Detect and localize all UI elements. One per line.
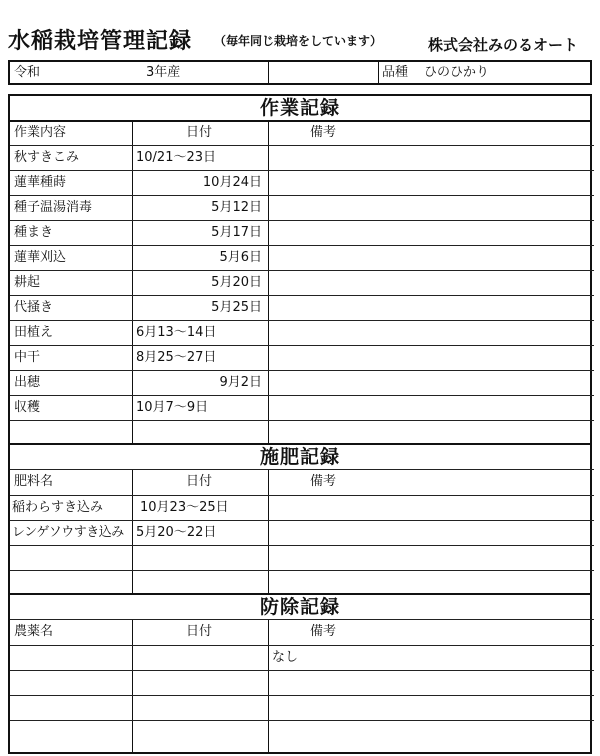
section-rule — [10, 120, 590, 122]
work-date: 5月17日 — [211, 225, 262, 240]
fertilizer-header-date: 日付 — [186, 474, 213, 489]
row-line — [10, 170, 594, 171]
fertilizer-name: レンゲソウすき込み — [12, 525, 124, 540]
pest-section-title: 防除記録 — [259, 596, 340, 618]
row-line — [10, 320, 594, 321]
column-divider — [268, 620, 269, 754]
fertilizer-section-title: 施肥記録 — [259, 446, 340, 468]
row-line — [10, 720, 594, 721]
work-section-title: 作業記録 — [259, 97, 340, 119]
info-divider — [378, 62, 379, 83]
document-subtitle: （毎年同じ栽培をしています） — [214, 34, 383, 48]
row-line — [10, 145, 594, 146]
row-line — [10, 245, 594, 246]
work-task: 中干 — [14, 350, 41, 365]
pest-header-name: 農薬名 — [14, 624, 54, 639]
work-date: 8月25～27日 — [136, 350, 217, 365]
work-date: 5月20日 — [211, 275, 262, 290]
work-task: 田植え — [14, 325, 54, 340]
work-date: 5月25日 — [211, 300, 262, 315]
fertilizer-date: 5月20～22日 — [136, 525, 217, 540]
row-line — [10, 270, 594, 271]
column-divider — [132, 470, 133, 594]
work-date: 10月7～9日 — [136, 400, 209, 415]
work-date: 10月24日 — [202, 175, 262, 190]
work-task: 収穫 — [14, 400, 41, 415]
row-line — [10, 195, 594, 196]
era-label: 令和 — [14, 65, 41, 80]
work-header-date: 日付 — [186, 125, 213, 140]
info-row — [8, 60, 592, 85]
row-line — [10, 395, 594, 396]
variety-label: 品種 — [382, 65, 409, 80]
work-task: 代掻き — [14, 300, 54, 315]
pest-note: なし — [272, 650, 299, 665]
row-line — [10, 695, 594, 696]
work-date: 5月12日 — [211, 200, 262, 215]
work-task: 蓮華種蒔 — [14, 175, 67, 190]
work-date: 6月13～14日 — [136, 325, 217, 340]
row-line — [10, 370, 594, 371]
row-line — [10, 670, 594, 671]
company-name: 株式会社みのるオート — [428, 36, 579, 54]
work-date: 9月2日 — [219, 375, 262, 390]
variety-value: ひのひかり — [424, 65, 490, 80]
document-header — [0, 0, 600, 60]
row-line — [10, 295, 594, 296]
work-task: 耕起 — [14, 275, 41, 290]
row-line — [10, 570, 594, 571]
column-divider — [268, 470, 269, 594]
work-task: 出穂 — [14, 375, 41, 390]
pest-header-note: 備考 — [310, 624, 337, 639]
crop-year: 3年産 — [146, 65, 181, 80]
row-line — [10, 420, 594, 421]
work-task: 秋すきこみ — [14, 150, 80, 165]
row-line — [10, 469, 594, 470]
document-title: 水稲栽培管理記録 — [8, 29, 193, 54]
record-sheet — [8, 94, 592, 754]
fertilizer-date: 10月23～25日 — [140, 500, 229, 515]
info-divider — [268, 62, 269, 83]
work-header-note: 備考 — [310, 125, 337, 140]
row-line — [10, 345, 594, 346]
fertilizer-name: 稲わらすき込み — [12, 500, 104, 515]
fertilizer-header-note: 備考 — [310, 474, 337, 489]
work-date: 10/21～23日 — [136, 150, 217, 165]
work-task: 蓮華刈込 — [14, 250, 67, 265]
row-line — [10, 545, 594, 546]
row-line — [10, 619, 594, 620]
work-date: 5月6日 — [219, 250, 262, 265]
fertilizer-header-name: 肥料名 — [14, 474, 54, 489]
pest-header-date: 日付 — [186, 624, 213, 639]
row-line — [10, 220, 594, 221]
column-divider — [132, 620, 133, 754]
row-line — [10, 645, 594, 646]
work-header-task: 作業内容 — [14, 125, 67, 140]
work-task: 種子温湯消毒 — [14, 200, 93, 215]
work-task: 種まき — [14, 225, 54, 240]
